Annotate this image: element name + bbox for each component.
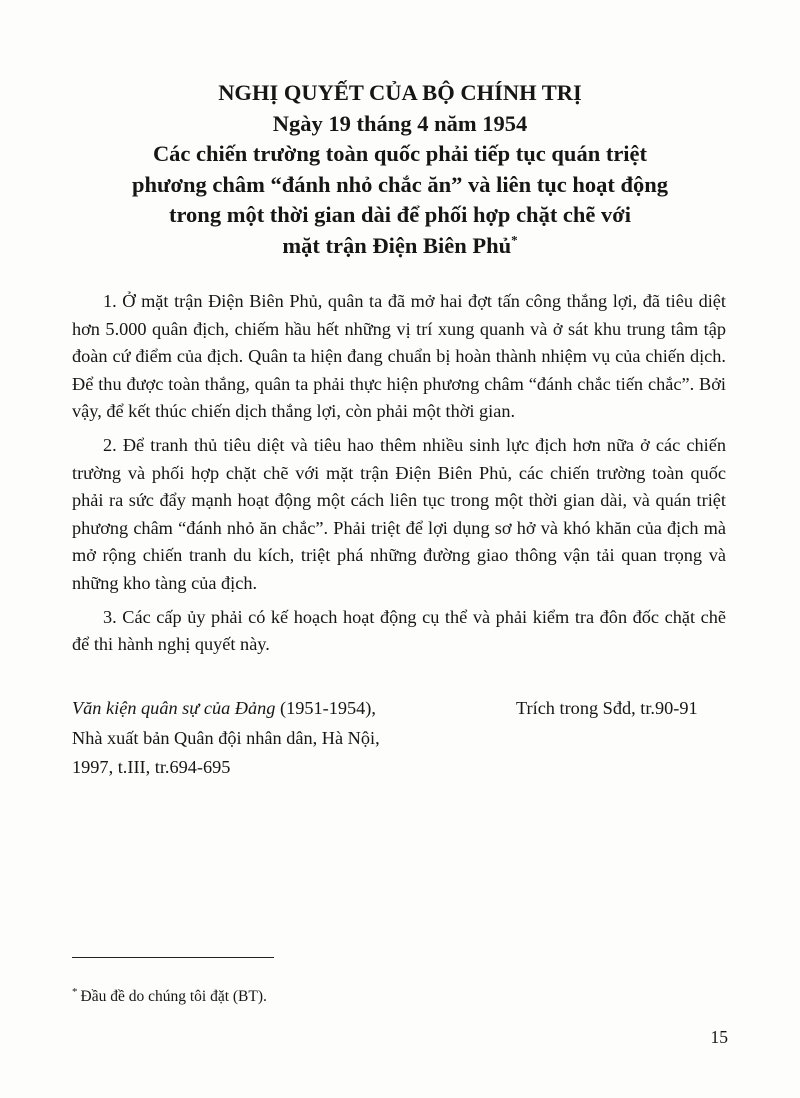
paragraph-1: 1. Ở mặt trận Điện Biên Phủ, quân ta đã mở hai đợt tấn công thắng lợi, đã tiêu diệt hơn 5.000 quân địch, chiếm hầu hết những vị trí xung quanh và ở sát khu trung tâm tập đoàn cứ điểm của địch. Quân ta hiện đang chuẩn bị hoàn thành nhiệm vụ của chiến dịch. Để thu được toàn thắng, quân ta phải thực hiện phương châm “đánh chắc tiến chắc”. Bởi vậy, để kết thúc chiến dịch thắng lợi, còn phải một thời gian.	[72, 291, 726, 422]
paragraph-2: 2. Để tranh thủ tiêu diệt và tiêu hao thêm nhiều sinh lực địch hơn nữa ở các chiến trường và phối hợp chặt chẽ với mặt trận Điện Biên Phủ, các chiến trường toàn quốc phải ra sức đẩy mạnh hoạt động một cách liên tục trong một thời gian dài, và quán triệt phương châm “đánh nhỏ ăn chắc”. Phải triệt để lợi dụng sơ hở và khó khăn của địch mà mở rộng chiến tranh du kích, triệt phá những đường giao thông vận tải quan trọng và những kho tàng của địch.	[72, 434, 726, 593]
resolution-date: Ngày 19 tháng 4 năm 1954	[272, 110, 528, 136]
heading-subtitle-text: mặt trận Điện Biên Phủ	[282, 232, 512, 258]
footnote-marker: *	[72, 985, 78, 998]
heading-subtitle-line-3: trong một thời gian dài để phối hợp chặt chẽ với	[168, 202, 632, 228]
heading-subtitle-line-4	[70, 231, 730, 262]
footnote-divider	[72, 957, 274, 958]
document-heading	[70, 78, 730, 262]
excerpt-note: Trích trong Sđd, tr.90-91	[516, 698, 698, 718]
page-number: 15	[710, 1027, 728, 1047]
heading-subtitle-line-1: Các chiến trường toàn quốc phải tiếp tục quán triệt	[152, 141, 648, 167]
citation-book-years: (1951-1954),	[275, 698, 376, 718]
citation-book-title: Văn kiện quân sự của Đảng	[72, 698, 276, 718]
heading-subtitle-line-2: phương châm “đánh nhỏ chắc ăn” và liên tục hoạt động	[131, 171, 669, 197]
heading-footnote-marker: *	[511, 232, 518, 248]
source-citation	[72, 694, 492, 783]
resolution-body	[72, 288, 726, 665]
citation-volume-pages: 1997, t.III, tr.694-695	[72, 757, 231, 777]
citation-publisher: Nhà xuất bản Quân đội nhân dân, Hà Nội,	[72, 727, 380, 748]
resolution-title: NGHỊ QUYẾT CỦA BỘ CHÍNH TRỊ	[218, 80, 582, 105]
footnote	[72, 986, 572, 1008]
footnote-text: Đầu đề do chúng tôi đặt (BT).	[80, 988, 267, 1005]
paragraph-3: 3. Các cấp ủy phải có kế hoạch hoạt động cụ thể và phải kiểm tra đôn đốc chặt chẽ để thi hành nghị quyết này.	[72, 606, 726, 655]
citation-line-1	[72, 694, 492, 724]
